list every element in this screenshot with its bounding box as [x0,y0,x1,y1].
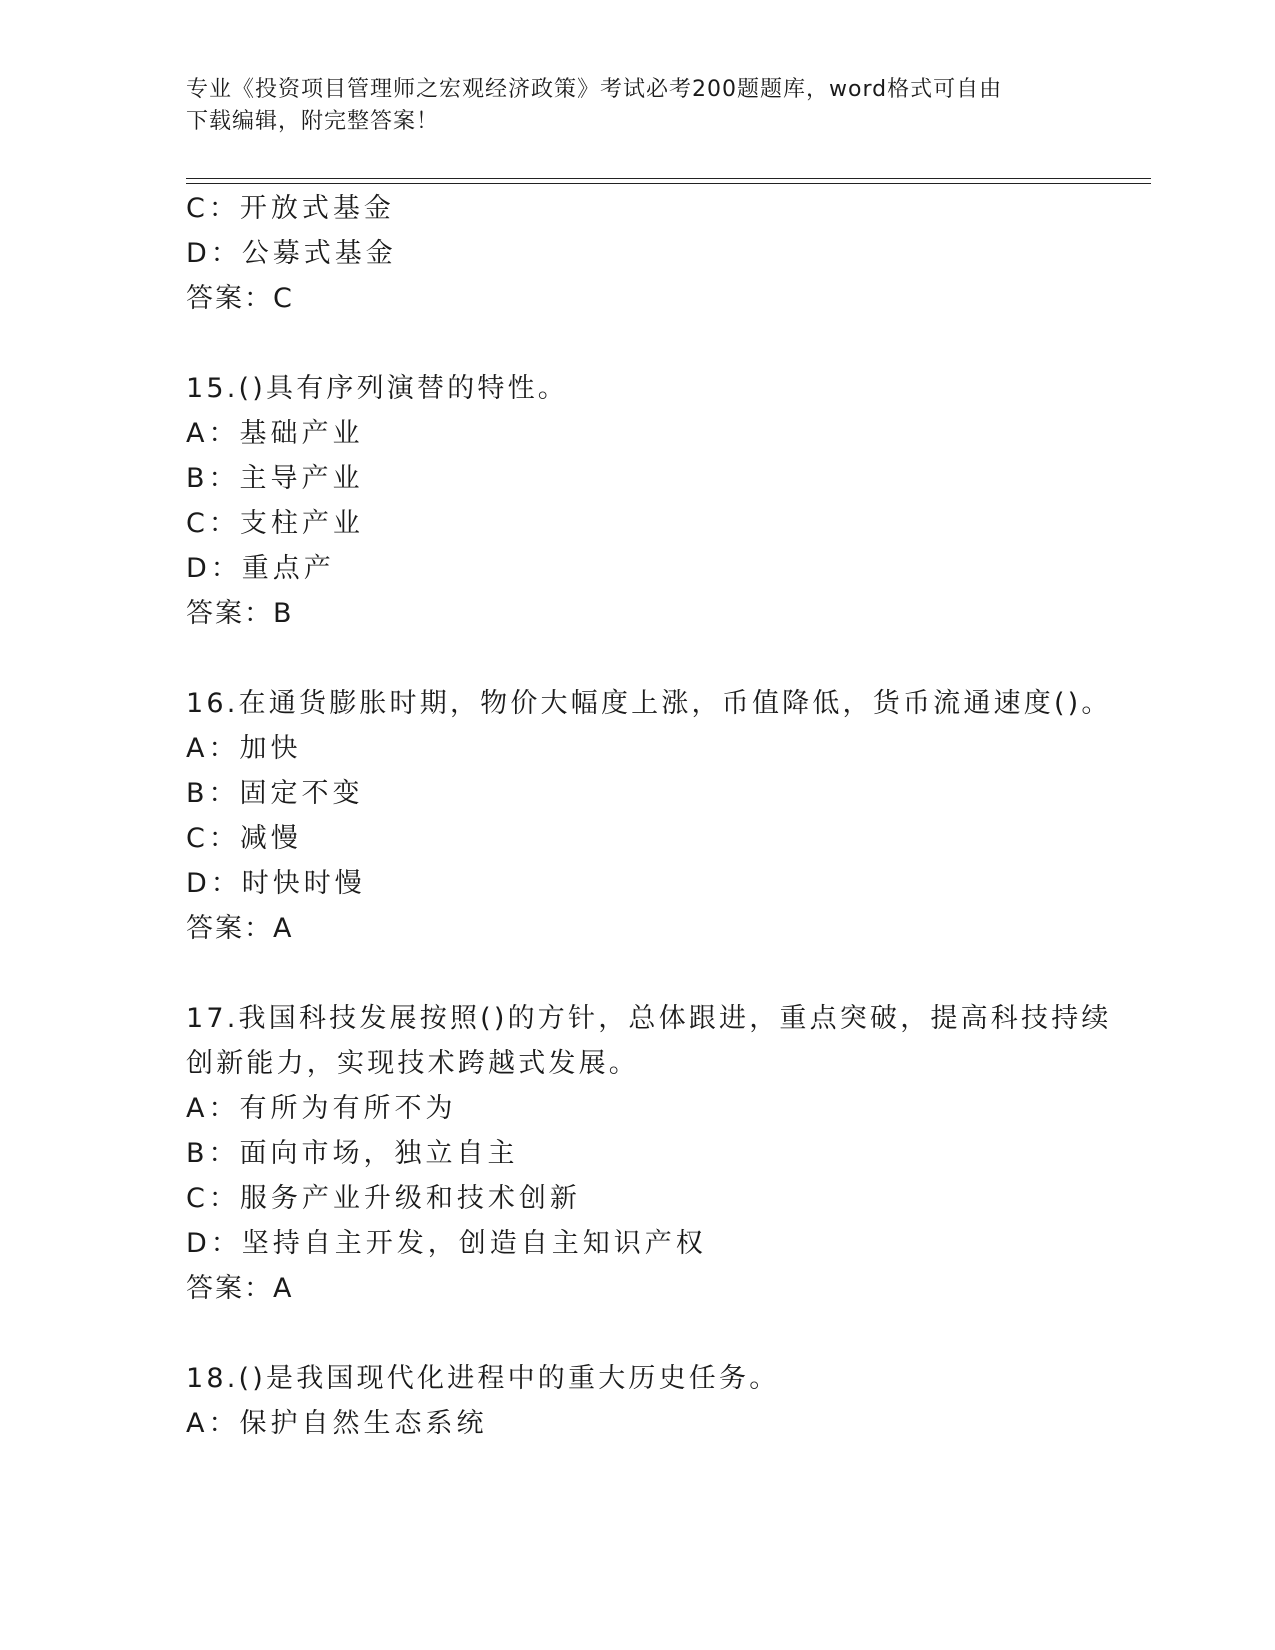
q18-question: 18.()是我国现代化进程中的重大历史任务。 [186,1363,780,1394]
q16-answer: 答案：A [186,913,294,944]
q17-answer: 答案：A [186,1273,294,1304]
prev-option-c: C：开放式基金 [186,193,395,224]
header-divider-top [186,178,1151,179]
q16-option-c: C：减慢 [186,823,302,854]
q15-option-b: B：主导产业 [186,463,364,494]
prev-option-d: D：公募式基金 [186,238,397,269]
q17-option-a: A：有所为有所不为 [186,1093,457,1124]
q17-option-c: C：服务产业升级和技术创新 [186,1183,581,1214]
q16-option-d: D：时快时慢 [186,868,366,899]
q15-option-a: A：基础产业 [186,418,364,449]
header-line-1: 专业《投资项目管理师之宏观经济政策》考试必考200题题库，word格式可自由 [186,77,1003,102]
prev-answer: 答案：C [186,283,294,314]
q15-question: 15.()具有序列演替的特性。 [186,373,569,404]
q16-option-a: A：加快 [186,733,302,764]
header-line-2: 下载编辑，附完整答案！ [186,109,440,134]
q16-question: 16.在通货膨胀时期，物价大幅度上涨，币值降低，货币流通速度()。 [186,688,1112,719]
q15-answer: 答案：B [186,598,294,629]
q15-option-d: D：重点产 [186,553,335,584]
q17-option-b: B：面向市场，独立自主 [186,1138,519,1169]
document-header [186,74,1086,138]
q17-question-line-1: 17.我国科技发展按照()的方针，总体跟进，重点突破，提高科技持续 [186,1003,1112,1034]
q17-option-d: D：坚持自主开发，创造自主知识产权 [186,1228,707,1259]
q17-question-line-2: 创新能力，实现技术跨越式发展。 [186,1048,639,1079]
header-divider-bottom [186,183,1151,184]
q18-option-a: A：保护自然生态系统 [186,1408,488,1439]
q15-option-c: C：支柱产业 [186,508,364,539]
q16-option-b: B：固定不变 [186,778,364,809]
